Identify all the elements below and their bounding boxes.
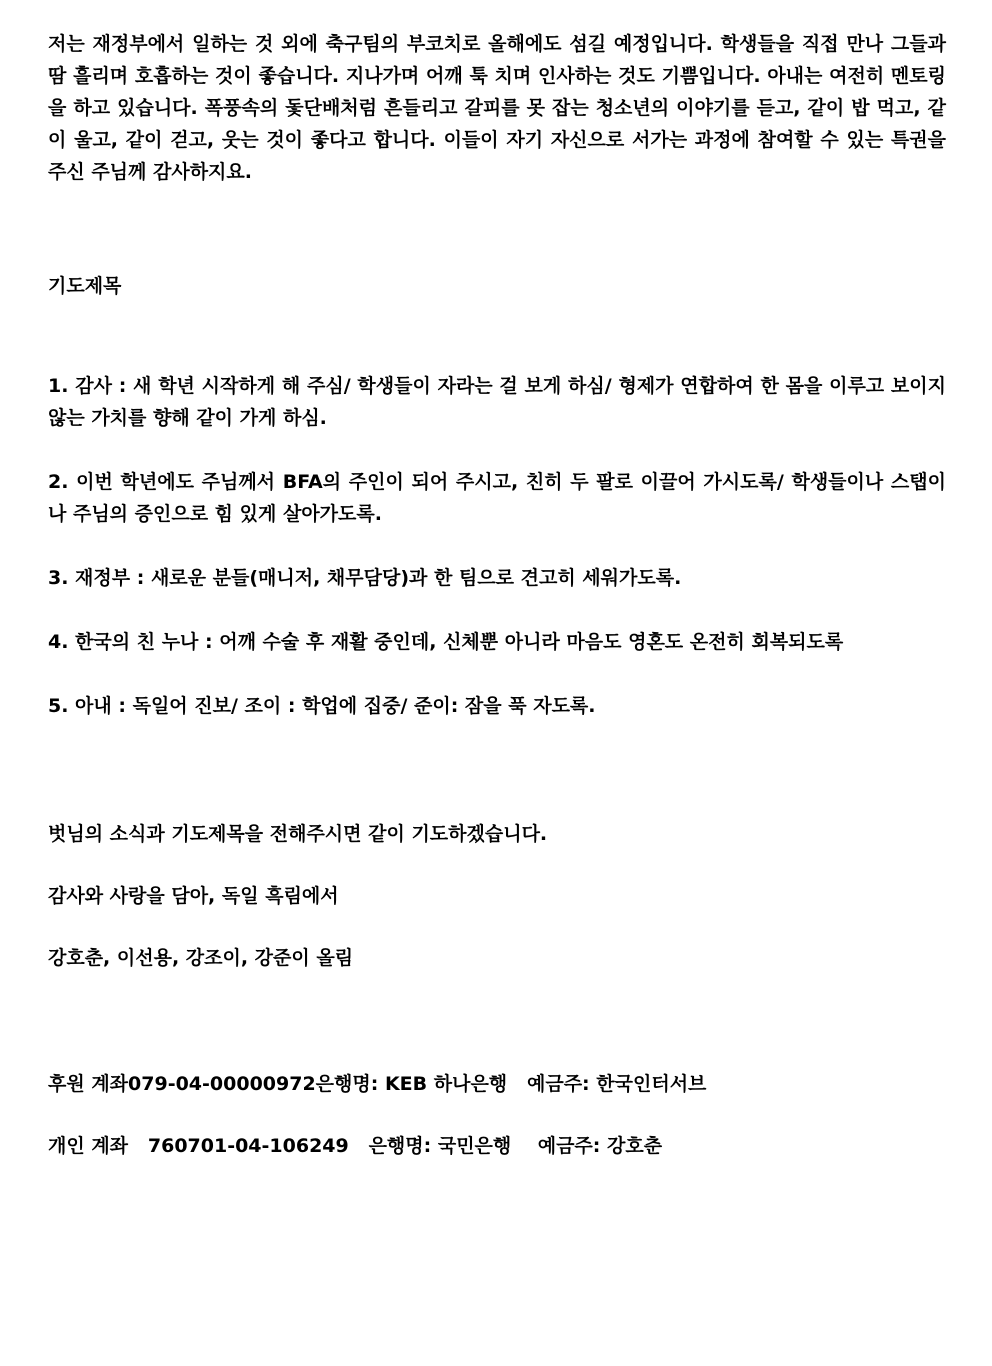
prayer-item-3: 3. 재정부 : 새로운 분들(매니저, 채무담당)과 한 팀으로 견고히 세워가도록. bbox=[48, 567, 682, 589]
prayer-item-1: 1. 감사 : 새 학년 시작하게 해 주심/ 학생들이 자라는 걸 보게 하심/ 형제가 연합하여 한 몸을 이루고 보이지 않는 가치를 향해 같이 가게 하심. bbox=[48, 375, 946, 429]
closing-greeting: 감사와 사랑을 담아, 독일 흑림에서 bbox=[48, 885, 339, 907]
closing-request: 벗님의 소식과 기도제목을 전해주시면 같이 기도하겠습니다. bbox=[48, 823, 548, 845]
document-page bbox=[48, 28, 946, 1162]
intro-paragraph: 저는 재정부에서 일하는 것 외에 축구팀의 부코치로 올해에도 섬길 예정입니다. 학생들을 직접 만나 그들과 땀 흘리며 호흡하는 것이 좋습니다. 지나가며 어깨 툭 치며 인사하는 것도 기쁨입니다. 아내는 여전히 멘토링을 하고 있습니다. 폭풍속의 돛단배처럼 흔들리고 갈피를 못 잡는 청소년의 이야기를 듣고, 같이 밥 먹고, 같이 울고, 같이 걷고, 웃는 것이 좋다고 합니다. 이들이 자기 자신으로 서가는 과정에 참여할 수 있는 특권을 주신 주님께 감사하지요. bbox=[48, 33, 946, 183]
support-account: 후원 계좌079-04-00000972은행명: KEB 하나은행 예금주: 한국인터서브 bbox=[48, 1073, 707, 1095]
prayer-item-2: 2. 이번 학년에도 주님께서 BFA의 주인이 되어 주시고, 친히 두 팔로 이끌어 가시도록/ 학생들이나 스탭이나 주님의 증인으로 힘 있게 살아가도록. bbox=[48, 471, 946, 525]
prayer-item-5: 5. 아내 : 독일어 진보/ 조이 : 학업에 집중/ 준이: 잠을 푹 자도록. bbox=[48, 695, 596, 717]
prayer-item-4: 4. 한국의 친 누나 : 어깨 수술 후 재활 중인데, 신체뿐 아니라 마음도 영혼도 온전히 회복되도록 bbox=[48, 631, 844, 653]
personal-account: 개인 계좌 760701-04-106249 은행명: 국민은행 예금주: 강호춘 bbox=[48, 1135, 663, 1157]
signature-names: 강호춘, 이선용, 강조이, 강준이 올림 bbox=[48, 947, 354, 969]
prayer-heading: 기도제목 bbox=[48, 275, 122, 297]
